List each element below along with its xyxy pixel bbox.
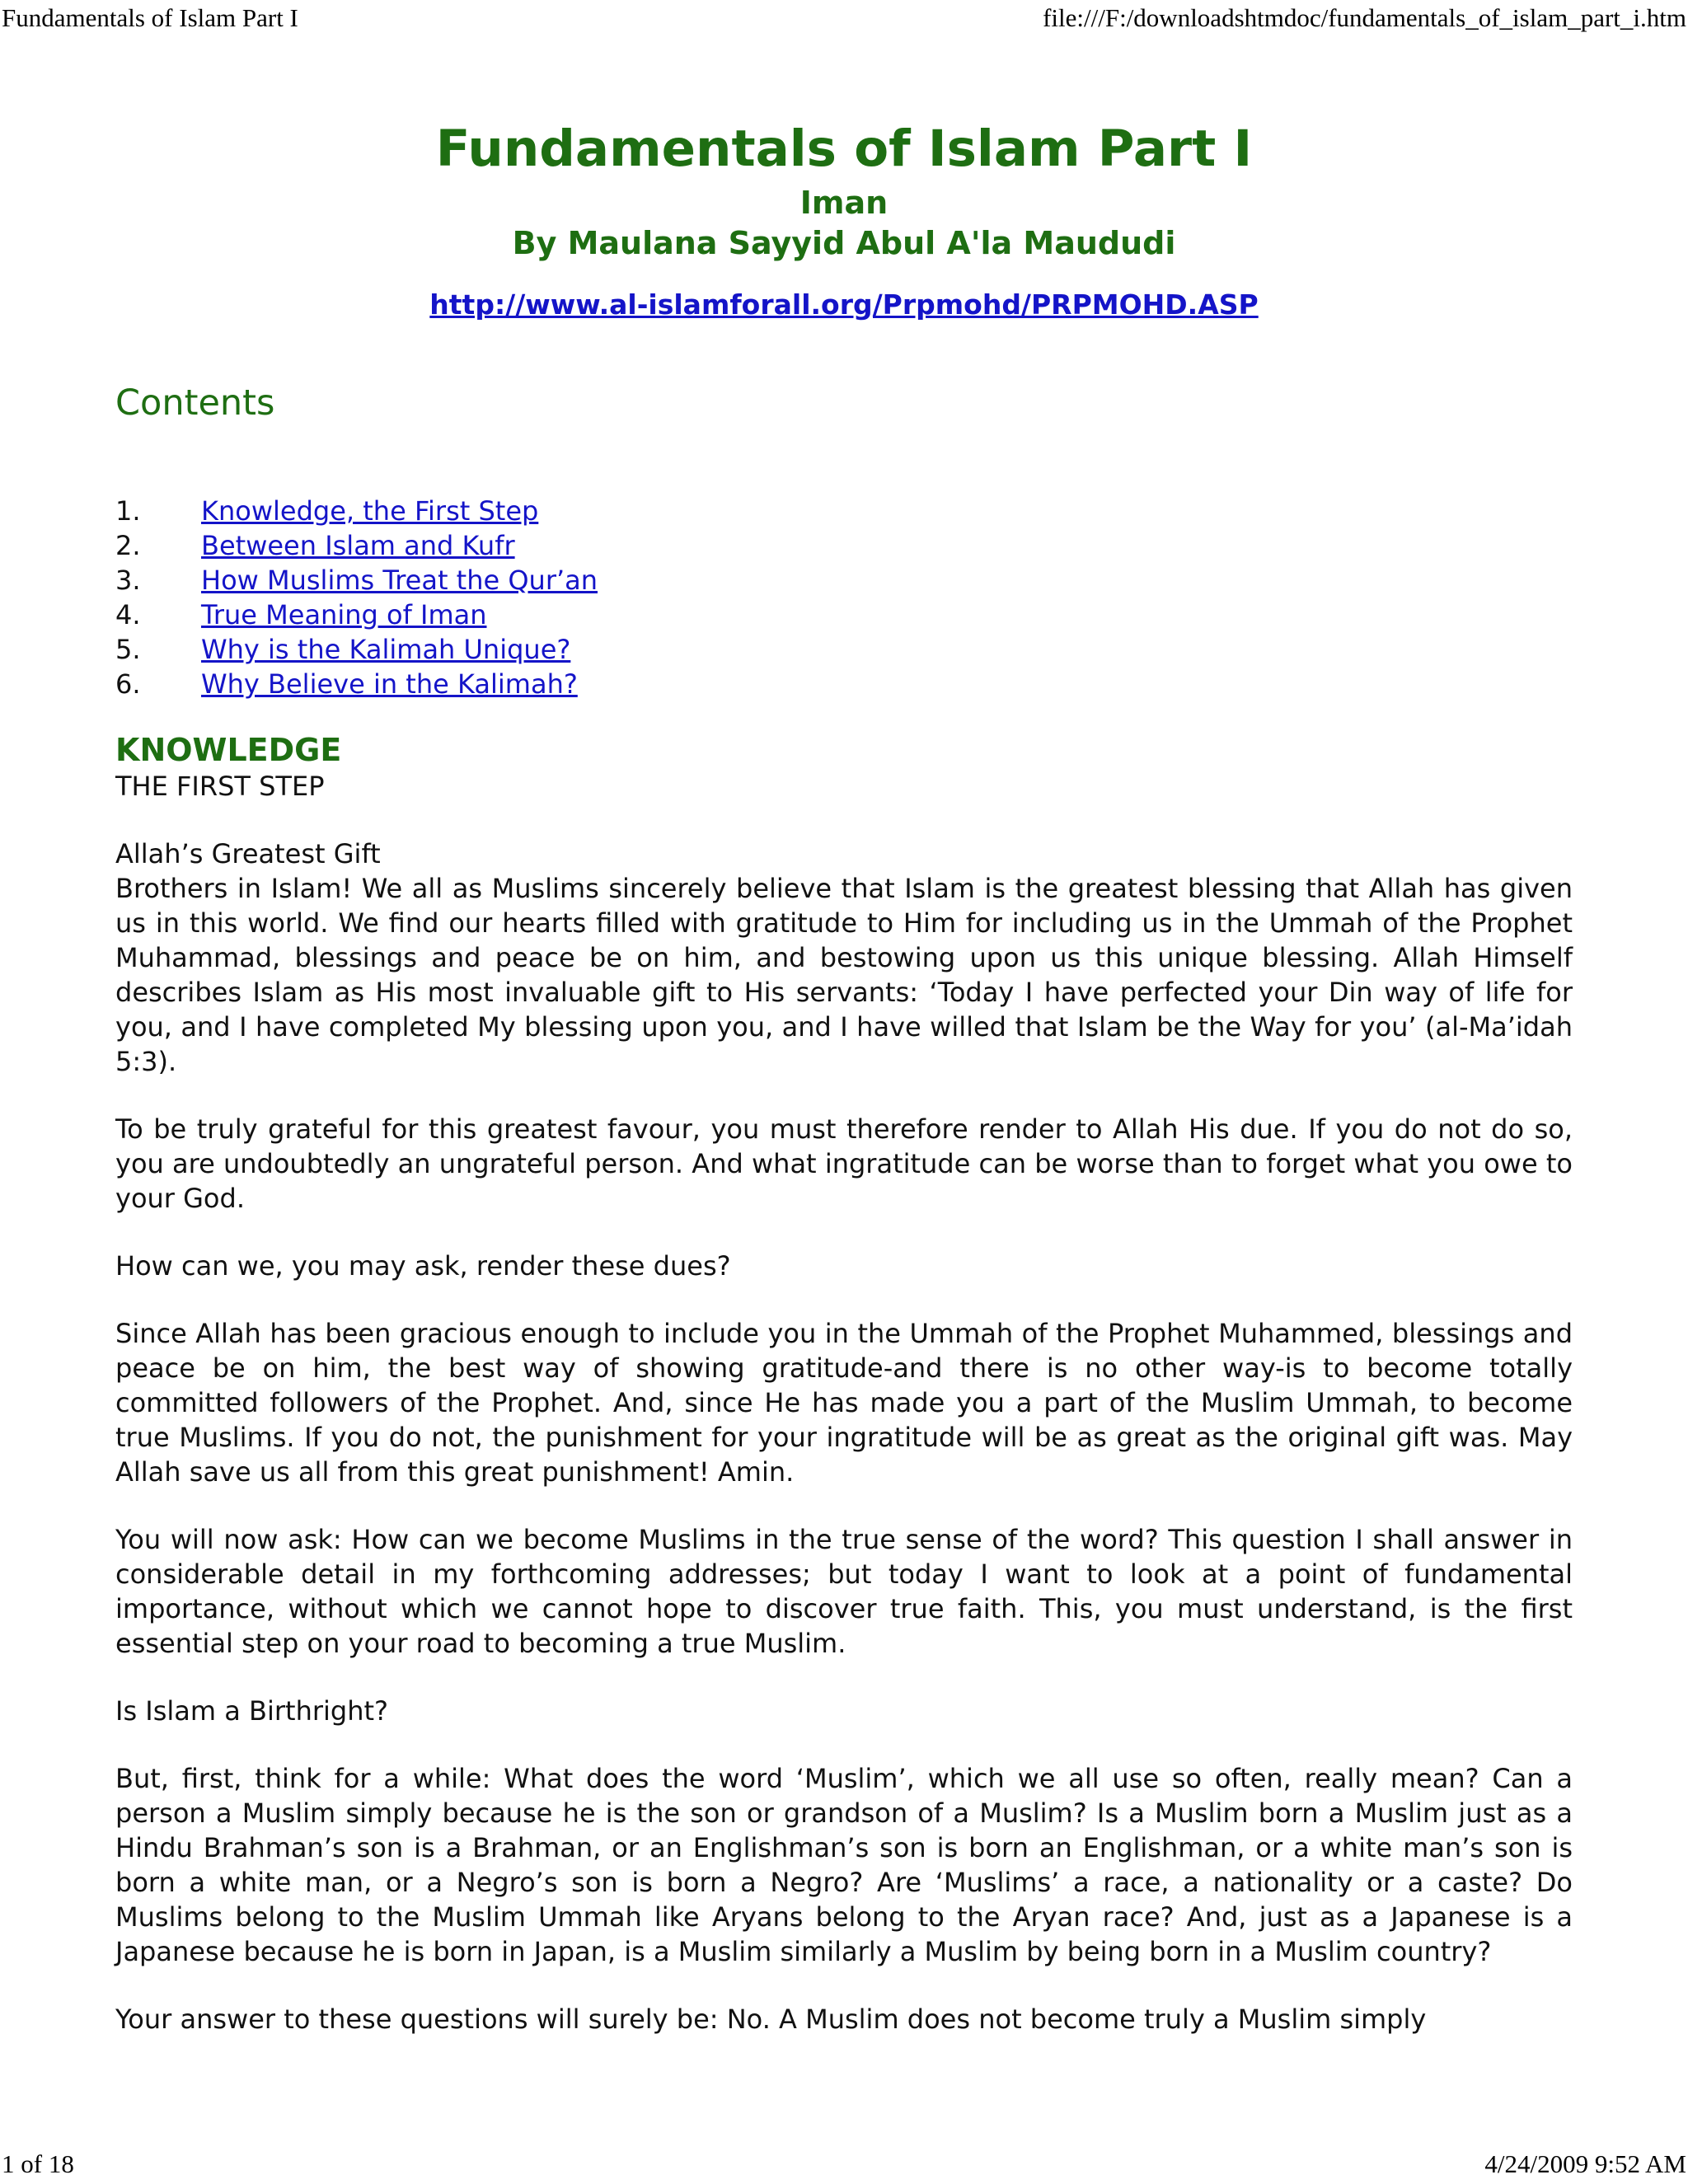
toc-link-islam-kufr[interactable]: Between Islam and Kufr <box>201 530 515 561</box>
subsection-title: Allah’s Greatest Gift <box>115 838 381 869</box>
print-timestamp: 4/24/2009 9:52 AM <box>1484 2149 1686 2178</box>
author-line: By Maulana Sayyid Abul A'la Maududi <box>512 225 1176 261</box>
article-body <box>115 837 1573 2036</box>
toc-item <box>115 667 1573 701</box>
paragraph: Since Allah has been gracious enough to include you in the Ummah of the Prophet Muhammed, blessings and peace be on him, the best way of showing gratitude-and there is no other way-is to become totally committed followers of the Prophet. And, since He has made you a part of the Muslim Ummah, to become true Muslims. If you do not, the punishment for your ingratitude will be as great as the original gift was. May Allah save us all from this great punishment! Amin. <box>115 1318 1573 1488</box>
paragraph: Your answer to these questions will surely be: No. A Muslim does not become truly a Muslim simply <box>115 2004 1427 2035</box>
toc-item <box>115 528 1573 563</box>
page-title: Fundamentals of Islam Part I <box>435 120 1253 178</box>
paragraph: To be truly grateful for this greatest favour, you must therefore render to Allah His due. If you do not do so, you are undoubtedly an ungrateful person. And what ingratitude can be worse than to forget what you owe to your God. <box>115 1113 1573 1214</box>
document-page <box>115 115 1573 2069</box>
section-heading: KNOWLEDGE <box>115 732 342 768</box>
toc-item <box>115 494 1573 528</box>
toc-link-iman[interactable]: True Meaning of Iman <box>201 599 487 630</box>
title-block <box>115 115 1573 321</box>
print-header-path: file:///F:/downloadshtmdoc/fundamentals_of_islam_part_i.htm <box>1043 3 1686 32</box>
table-of-contents <box>115 494 1573 701</box>
toc-number: 1. <box>115 495 141 527</box>
source-url-link[interactable]: http://www.al-islamforall.org/Prpmohd/PRPMOHD.ASP <box>429 288 1259 321</box>
paragraph: Brothers in Islam! We all as Muslims sincerely believe that Islam is the greatest blessing that Allah has given us in this world. We find our hearts filled with gratitude to Him for including us in the Ummah of the Prophet Muhammad, blessings and peace be on him, and bestowing upon us this unique blessing. Allah Himself describes Islam as His most invaluable gift to His servants: ‘Today I have perfected your Din way of life for you, and I have completed My blessing upon you, and I have willed that Islam be the Way for you’ (al-Ma’idah 5:3). <box>115 873 1573 1077</box>
paragraph: But, first, think for a while: What does the word ‘Muslim’, which we all use so often, really mean? Can a person a Muslim simply because he is the son or grandson of a Muslim? Is a Muslim born a Muslim just as a Hindu Brahman’s son is a Brahman, or an Englishman’s son is born an Englishman, or a white man’s son is born a white man, or a Negro’s son is born a Negro? Are ‘Muslims’ a race, a nationality or a caste? Do Muslims belong to the Muslim Ummah like Aryans belong to the Aryan race? And, just as a Japanese is a Japanese because he is born in Japan, is a Muslim similarly a Muslim by being born in a Muslim country? <box>115 1763 1573 1967</box>
section-subheading: THE FIRST STEP <box>115 771 325 802</box>
toc-number: 2. <box>115 530 141 561</box>
toc-link-kalimah-unique[interactable]: Why is the Kalimah Unique? <box>201 634 571 665</box>
toc-link-quran[interactable]: How Muslims Treat the Qur’an <box>201 565 598 596</box>
toc-item <box>115 598 1573 632</box>
toc-item <box>115 563 1573 598</box>
print-header-title: Fundamentals of Islam Part I <box>2 3 298 32</box>
paragraph: You will now ask: How can we become Muslims in the true sense of the word? This question I shall answer in considerable detail in my forthcoming addresses; but today I want to look at a point of fundamental importance, without which we cannot hope to discover true faith. This, you must understand, is the first essential step on your road to becoming a true Muslim. <box>115 1524 1573 1659</box>
print-footer <box>0 2149 1688 2182</box>
toc-number: 6. <box>115 668 141 700</box>
toc-link-believe-kalimah[interactable]: Why Believe in the Kalimah? <box>201 668 578 700</box>
toc-number: 5. <box>115 634 141 665</box>
page-subtitle: Iman <box>799 185 889 221</box>
paragraph: How can we, you may ask, render these dues? <box>115 1250 731 1282</box>
toc-number: 4. <box>115 599 141 630</box>
toc-item <box>115 632 1573 667</box>
toc-link-knowledge[interactable]: Knowledge, the First Step <box>201 495 539 527</box>
toc-number: 3. <box>115 565 141 596</box>
page-counter: 1 of 18 <box>2 2149 74 2178</box>
subsection-title: Is Islam a Birthright? <box>115 1695 389 1727</box>
contents-heading: Contents <box>115 382 275 424</box>
print-header <box>0 3 1688 36</box>
